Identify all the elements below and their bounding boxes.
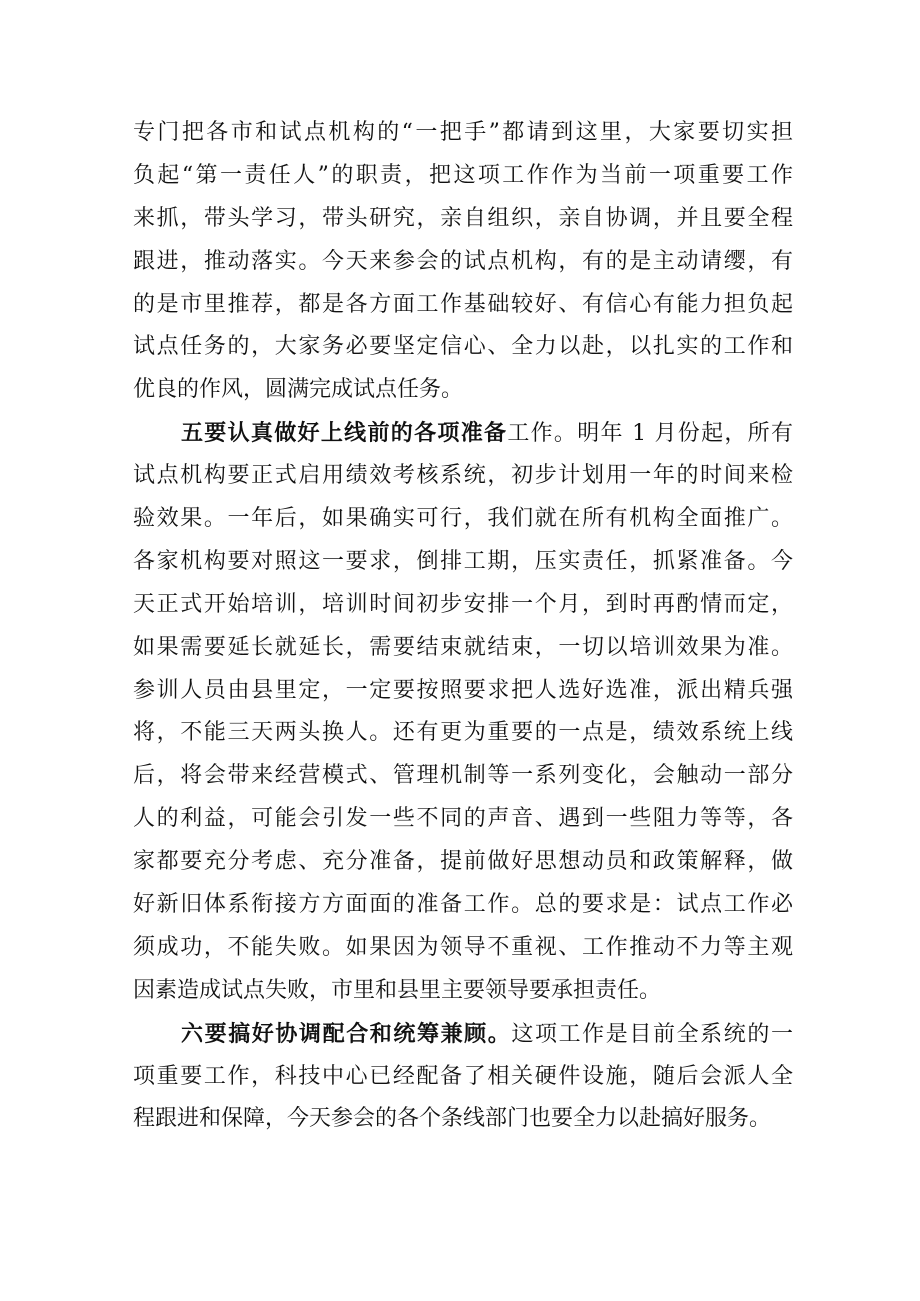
text-line: 后，将会带来经营模式、管理机制等一系列变化，会触动一部分 [133,763,793,789]
text-line: 须成功，不能失败。如果因为领导不重视、工作推动不力等主观 [133,934,793,960]
text-line: 优良的作风，圆满完成试点任务。 [133,377,464,403]
text-line: 因素造成试点失败，市里和县里主要领导要承担责任。 [133,977,662,1003]
text-line: 的是市里推荐，都是各方面工作基础较好、有信心有能力担负起 [133,291,793,317]
text-line: 程跟进和保障，今天参会的各个条线部门也要全力以赴搞好服务。 [133,1106,772,1132]
paragraph-heading: 六要搞好协调配合和统筹兼顾。 [181,1020,512,1047]
text-line: 跟进，推动落实。今天来参会的试点机构，有的是主动请缨，有 [133,248,793,274]
paragraph-first-line [133,412,793,455]
text-line: 试点任务的，大家务必要坚定信心、全力以赴，以扎实的工作和 [133,334,793,360]
text-run: 这项工作是目前全系统的一 [511,1021,793,1047]
text-line: 负起“第一责任人”的职责，把这项工作作为当前一项重要工作 [133,162,793,188]
text-line: 家都要充分考虑、充分准备，提前做好思想动员和政策解释，做 [133,849,793,875]
text-line: 验效果。一年后，如果确实可行，我们就在所有机构全面推广。 [133,506,793,532]
text-line: 人的利益，可能会引发一些不同的声音、遇到一些阻力等等，各 [133,806,793,832]
text-line: 将，不能三天两头换人。还有更为重要的一点是，绩效系统上线 [133,720,793,746]
text-line: 如果需要延长就延长，需要结束就结束，一切以培训效果为准。 [133,634,793,660]
text-line: 参训人员由县里定，一定要按照要求把人选好选准，派出精兵强 [133,677,793,703]
text-line: 专门把各市和试点机构的“一把手”都请到这里，大家要切实担 [133,120,793,145]
paragraph-heading: 五要认真做好上线前的各项准备 [181,420,508,447]
text-line: 项重要工作，科技中心已经配备了相关硬件设施，随后会派人全 [133,1063,793,1089]
text-line: 天正式开始培训，培训时间初步安排一个月，到时再酌情而定， [133,591,793,617]
text-run: 工作。明年 1 月份起，所有 [507,421,793,447]
text-line: 试点机构要正式启用绩效考核系统，初步计划用一年的时间来检 [133,463,793,489]
paragraph-first-line [133,1013,793,1056]
document-body [133,112,793,1141]
text-line: 来抓，带头学习，带头研究，亲自组织，亲自协调，并且要全程 [133,205,793,231]
text-line: 各家机构要对照这一要求，倒排工期，压实责任，抓紧准备。今 [133,548,793,574]
text-line: 好新旧体系衔接方方面面的准备工作。总的要求是：试点工作必 [133,892,793,918]
